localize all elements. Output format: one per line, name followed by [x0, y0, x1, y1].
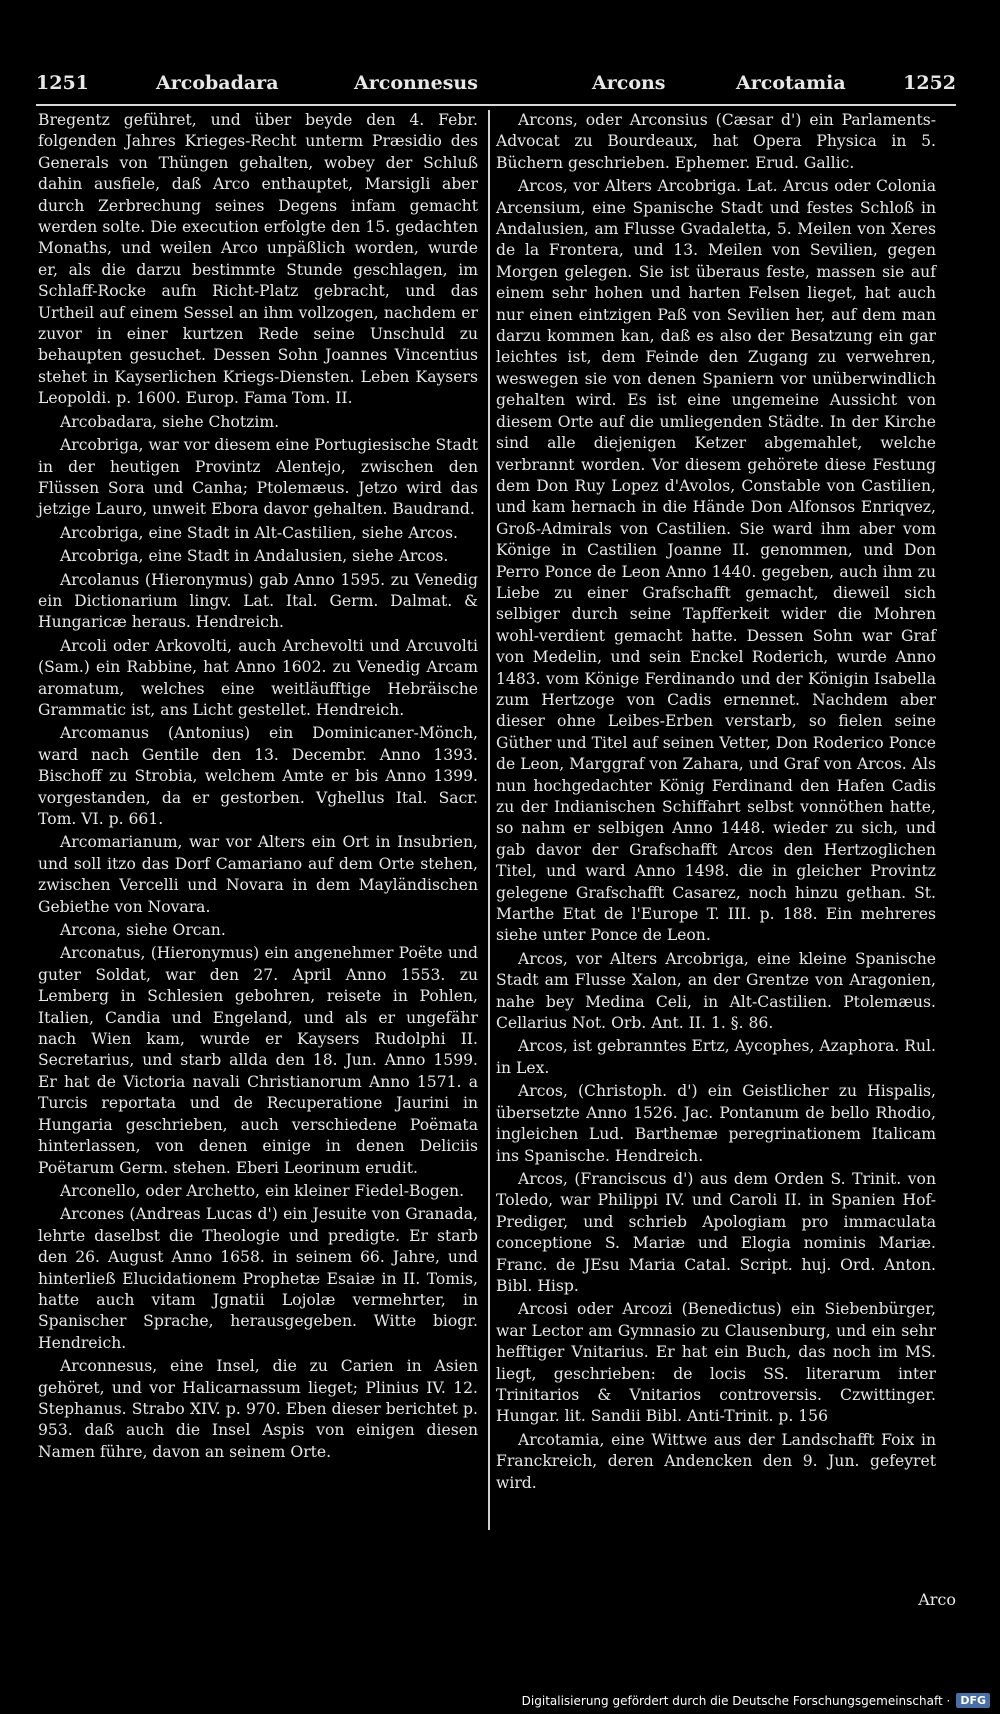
- entry-paragraph: Arcons, oder Arconsius (Cæsar d') ein Parlaments-Advocat zu Bourdeaux, hat Opera Physica in 5. Büchern geschrieben. Ephemer. Erud. Gallic.: [496, 111, 936, 172]
- entry-paragraph: Bregentz geführet, und über beyde den 4. Febr. folgenden Jahres Krieges-Recht unterm Præsidio des Generals von Thüngen gehalten, wobey der Schluß dahin ausfiele, daß Arco enthauptet, Marsigli aber durch Zerbrechung seines Degens infam gemacht werden solte. Die execution erfolgte den 15. gedachten Monaths, und weilen Arco unpäßlich worden, wurde er, als die darzu bestimmte Stunde geschlagen, im Schlaff-Rocke aufn Richt-Platz gebracht, und das Urtheil auf einem Sessel an ihm vollzogen, nachdem er zuvor in einer kurtzen Rede seine Unschuld zu behaupten gesuchet. Dessen Sohn Joannes Vincentius stehet in Kayserlichen Kriegs-Diensten. Leben Kaysers Leopoldi. p. 1600. Europ. Fama Tom. II.: [38, 111, 478, 408]
- header-keyword-3: Arcons: [592, 72, 666, 94]
- dfg-logo: DFG: [956, 1693, 990, 1708]
- entry-paragraph: Arcotamia, eine Wittwe aus der Landschafft Foix in Franckreich, deren Andencken den 9. Jun. gefeyret wird.: [496, 1430, 936, 1492]
- entry-paragraph: Arcoli oder Arkovolti, auch Archevolti und Arcuvolti (Sam.) ein Rabbine, hat Anno 1602. zu Venedig Arcam aromatum, welches eine weitläufftige Hebräische Grammatic ist, ans Licht gestellet. Hendreich.: [38, 636, 478, 719]
- entry-paragraph: Arcona, siehe Orcan.: [60, 921, 226, 940]
- footer: [522, 1693, 990, 1708]
- header-rule: [36, 104, 956, 106]
- entry-paragraph: Arcos, (Christoph. d') ein Geistlicher zu Hispalis, übersetzte Anno 1526. Jac. Pontanum de bello Rhodio, ingleichen Lud. Barthemæ peregrinationem Italicam ins Spanische. Hendreich.: [496, 1082, 936, 1165]
- entry-paragraph: Arcomarianum, war vor Alters ein Ort in Insubrien, und soll itzo das Dorf Camariano auf dem Orte stehen, zwischen Vercelli und Novara in dem Mayländischen Gebiethe von Novara.: [38, 833, 478, 916]
- entry-paragraph: Arcomanus (Antonius) ein Dominicaner-Mönch, ward nach Gentile den 13. Decembr. Anno 1393. Bischoff zu Strobia, welchem Amte er bis Anno 1399. vorgestanden, da er gestorben. Vghellus Ital. Sacr. Tom. VI. p. 661.: [38, 724, 478, 828]
- page-number-left: 1251: [36, 72, 89, 94]
- running-header: [36, 72, 956, 102]
- entry-paragraph: Arcones (Andreas Lucas d') ein Jesuite von Granada, lehrte daselbst die Theologie und predigte. Er starb den 26. August Anno 1658. in seinem 66. Jahre, und hinterließ Elucidationem Prophetæ Esaiæ in II. Tomis, hatte auch vitam Jgnatii Lojolæ vermehrter, in Spanischer Sprache, herausgegeben. Witte biogr. Hendreich.: [38, 1205, 478, 1352]
- entry-paragraph: Arcolanus (Hieronymus) gab Anno 1595. zu Venedig ein Dictionarium lingv. Lat. Ital. Germ. Dalmat. & Hungaricæ heraus. Hendreich.: [38, 570, 478, 632]
- column-divider: [488, 110, 490, 1530]
- entry-paragraph: Arconnesus, eine Insel, die zu Carien in Asien gehöret, und vor Halicarnassum lieget; Plinius IV. 12. Stephanus. Strabo XIV. p. 970. Eben dieser berichtet p. 953. daß auch die Insel Aspis von einigen diesen Namen führe, davon an seinem Orte.: [38, 1357, 478, 1461]
- entry-paragraph: Arcobriga, eine Stadt in Alt-Castilien, siehe Arcos.: [60, 523, 459, 542]
- entry-paragraph: Arcosi oder Arcozi (Benedictus) ein Siebenbürger, war Lector am Gymnasio zu Clausenburg, und ein sehr hefftiger Vnitarius. Er hat ein Buch, das noch im MS. liegt, geschrieben: de locis SS. literarum inter Trinitarios & Vnitarios controversis. Czwittinger. Hungar. lit. Sandii Bibl. Anti-Trinit. p. 156: [496, 1300, 936, 1426]
- header-keyword-4: Arcotamia: [736, 72, 846, 94]
- entry-paragraph: Arcos, vor Alters Arcobriga. Lat. Arcus oder Colonia Arcensium, eine Spanische Stadt und festes Schloß in Andalusien, am Flusse Gvadaletta, 5. Meilen von Xeres de la Frontera, und 13. Meilen von Sevilien, gegen Morgen gelegen. Sie ist überaus feste, massen sie auf einem sehr hohen und harten Felsen lieget, hat auch nur einen eintzigen Paß von Sevilien her, auf dem man darzu kommen kan, daß es also der Besatzung ein gar leichtes ist, dem Feinde den Zugang zu verwehren, weswegen sie von denen Spaniern vor unüberwindlich gehalten wird. Es ist eine ungemeine Aussicht von diesem Orte auf die umliegenden Städte. In der Kirche sind alle diejenigen Ketzer abgemahlet, welche verbrannt worden. Vor diesem gehörete diese Festung dem Don Ruy Lopez d'Avolos, Constable von Castilien, und kam hernach in die Hände Don Alfonsos Enriqvez, Groß-Admirals von Castilien. Sie ward ihm aber vom Könige in Castilien Joanne II. genommen, und Don Perro Ponce de Leon Anno 1440. gegeben, auch ihm zu Liebe zu einer Grafschafft gemacht, dieweil sich selbiger durch seine Tapfferkeit wider die Mohren wohl-verdient gemacht hatte. Dessen Sohn war Graf von Medelin, und sein Enckel Roderich, wurde Anno 1483. vom Könige Ferdinando und der Königin Isabella zum Hertzoge von Cadis ernennet. Nachdem aber dieser ohne Leibes-Erben verstarb, so fielen seine Güther und Titel auf seinen Vetter, Don Roderico Ponce de Leon, Marggraf von Zahara, und Graf von Arcos. Als nun hochgedachter König Ferdinand den Hafen Cadis zu der Indianischen Schiffahrt selbst vonnöthen hatte, so nahm er selbigen Anno 1448. wieder zu sich, und gab davor der Grafschafft Arcos den Hertzoglichen Titel, und ward Anno 1498. die in gleicher Provintz gelegene Grafschafft Casarez, noch hinzu gethan. St. Marthe Etat de l'Europe T. III. p. 188. Ein mehreres siehe unter Ponce de Leon.: [496, 177, 936, 945]
- footer-credit: Digitalisierung gefördert durch die Deutsche Forschungsgemeinschaft ·: [521, 1693, 951, 1708]
- entry-paragraph: Arcos, vor Alters Arcobriga, eine kleine Spanische Stadt am Flusse Xalon, an der Grentze von Aragonien, nahe bey Medina Celi, in Alt-Castilien. Ptolemæus. Cellarius Not. Orb. Ant. II. 1. §. 86.: [496, 949, 936, 1033]
- left-column: [38, 110, 478, 1465]
- catchword: Arco: [918, 1590, 956, 1609]
- header-keyword-2: Arconnesus: [354, 72, 478, 94]
- entry-paragraph: Arconello, oder Archetto, ein kleiner Fiedel-Bogen.: [60, 1181, 465, 1200]
- entry-paragraph: Arcos, (Franciscus d') aus dem Orden S. Trinit. von Toledo, war Philippi IV. und Caroli II. in Spanien Hof-Prediger, und schrieb Apologiam pro immaculata conceptione S. Mariæ und Elogia nominis Mariæ. Franc. de JEsu Maria Catal. Script. huj. Ord. Anton. Bibl. Hisp.: [496, 1169, 936, 1295]
- entry-paragraph: Arcos, ist gebranntes Ertz, Aycophes, Azaphora. Rul. in Lex.: [496, 1037, 936, 1077]
- entry-paragraph: Arcobadara, siehe Chotzim.: [60, 412, 280, 431]
- header-keyword-1: Arcobadara: [156, 72, 279, 94]
- entry-paragraph: Arcobriga, war vor diesem eine Portugiesische Stadt in der heutigen Provintz Alentejo, zwischen den Flüssen Sora und Canha; Ptolemæus. Jetzo wird das jetzige Lauro, unweit Ebora davor gehalten. Baudrand.: [38, 436, 478, 519]
- entry-paragraph: Arconatus, (Hieronymus) ein angenehmer Poëte und guter Soldat, war den 27. April Anno 1553. zu Lemberg in Schlesien gebohren, reisete in Pohlen, Italien, Candia und Engeland, und als er ungefähr nach Wien kam, wurde er Kaysers Rudolphi II. Secretarius, und starb allda den 18. Jun. Anno 1599. Er hat de Victoria navali Christianorum Anno 1571. a Turcis reportata und de Recuperatione Jaurini in Hungaria geschrieben, auch verschiedene Poëmata hinterlassen, von denen einige in denen Deliciis Poëtarum Germ. stehen. Eberi Leorinum erudit.: [38, 944, 478, 1177]
- right-column: [496, 110, 936, 1496]
- page-number-right: 1252: [903, 72, 956, 94]
- entry-paragraph: Arcobriga, eine Stadt in Andalusien, siehe Arcos.: [60, 547, 449, 566]
